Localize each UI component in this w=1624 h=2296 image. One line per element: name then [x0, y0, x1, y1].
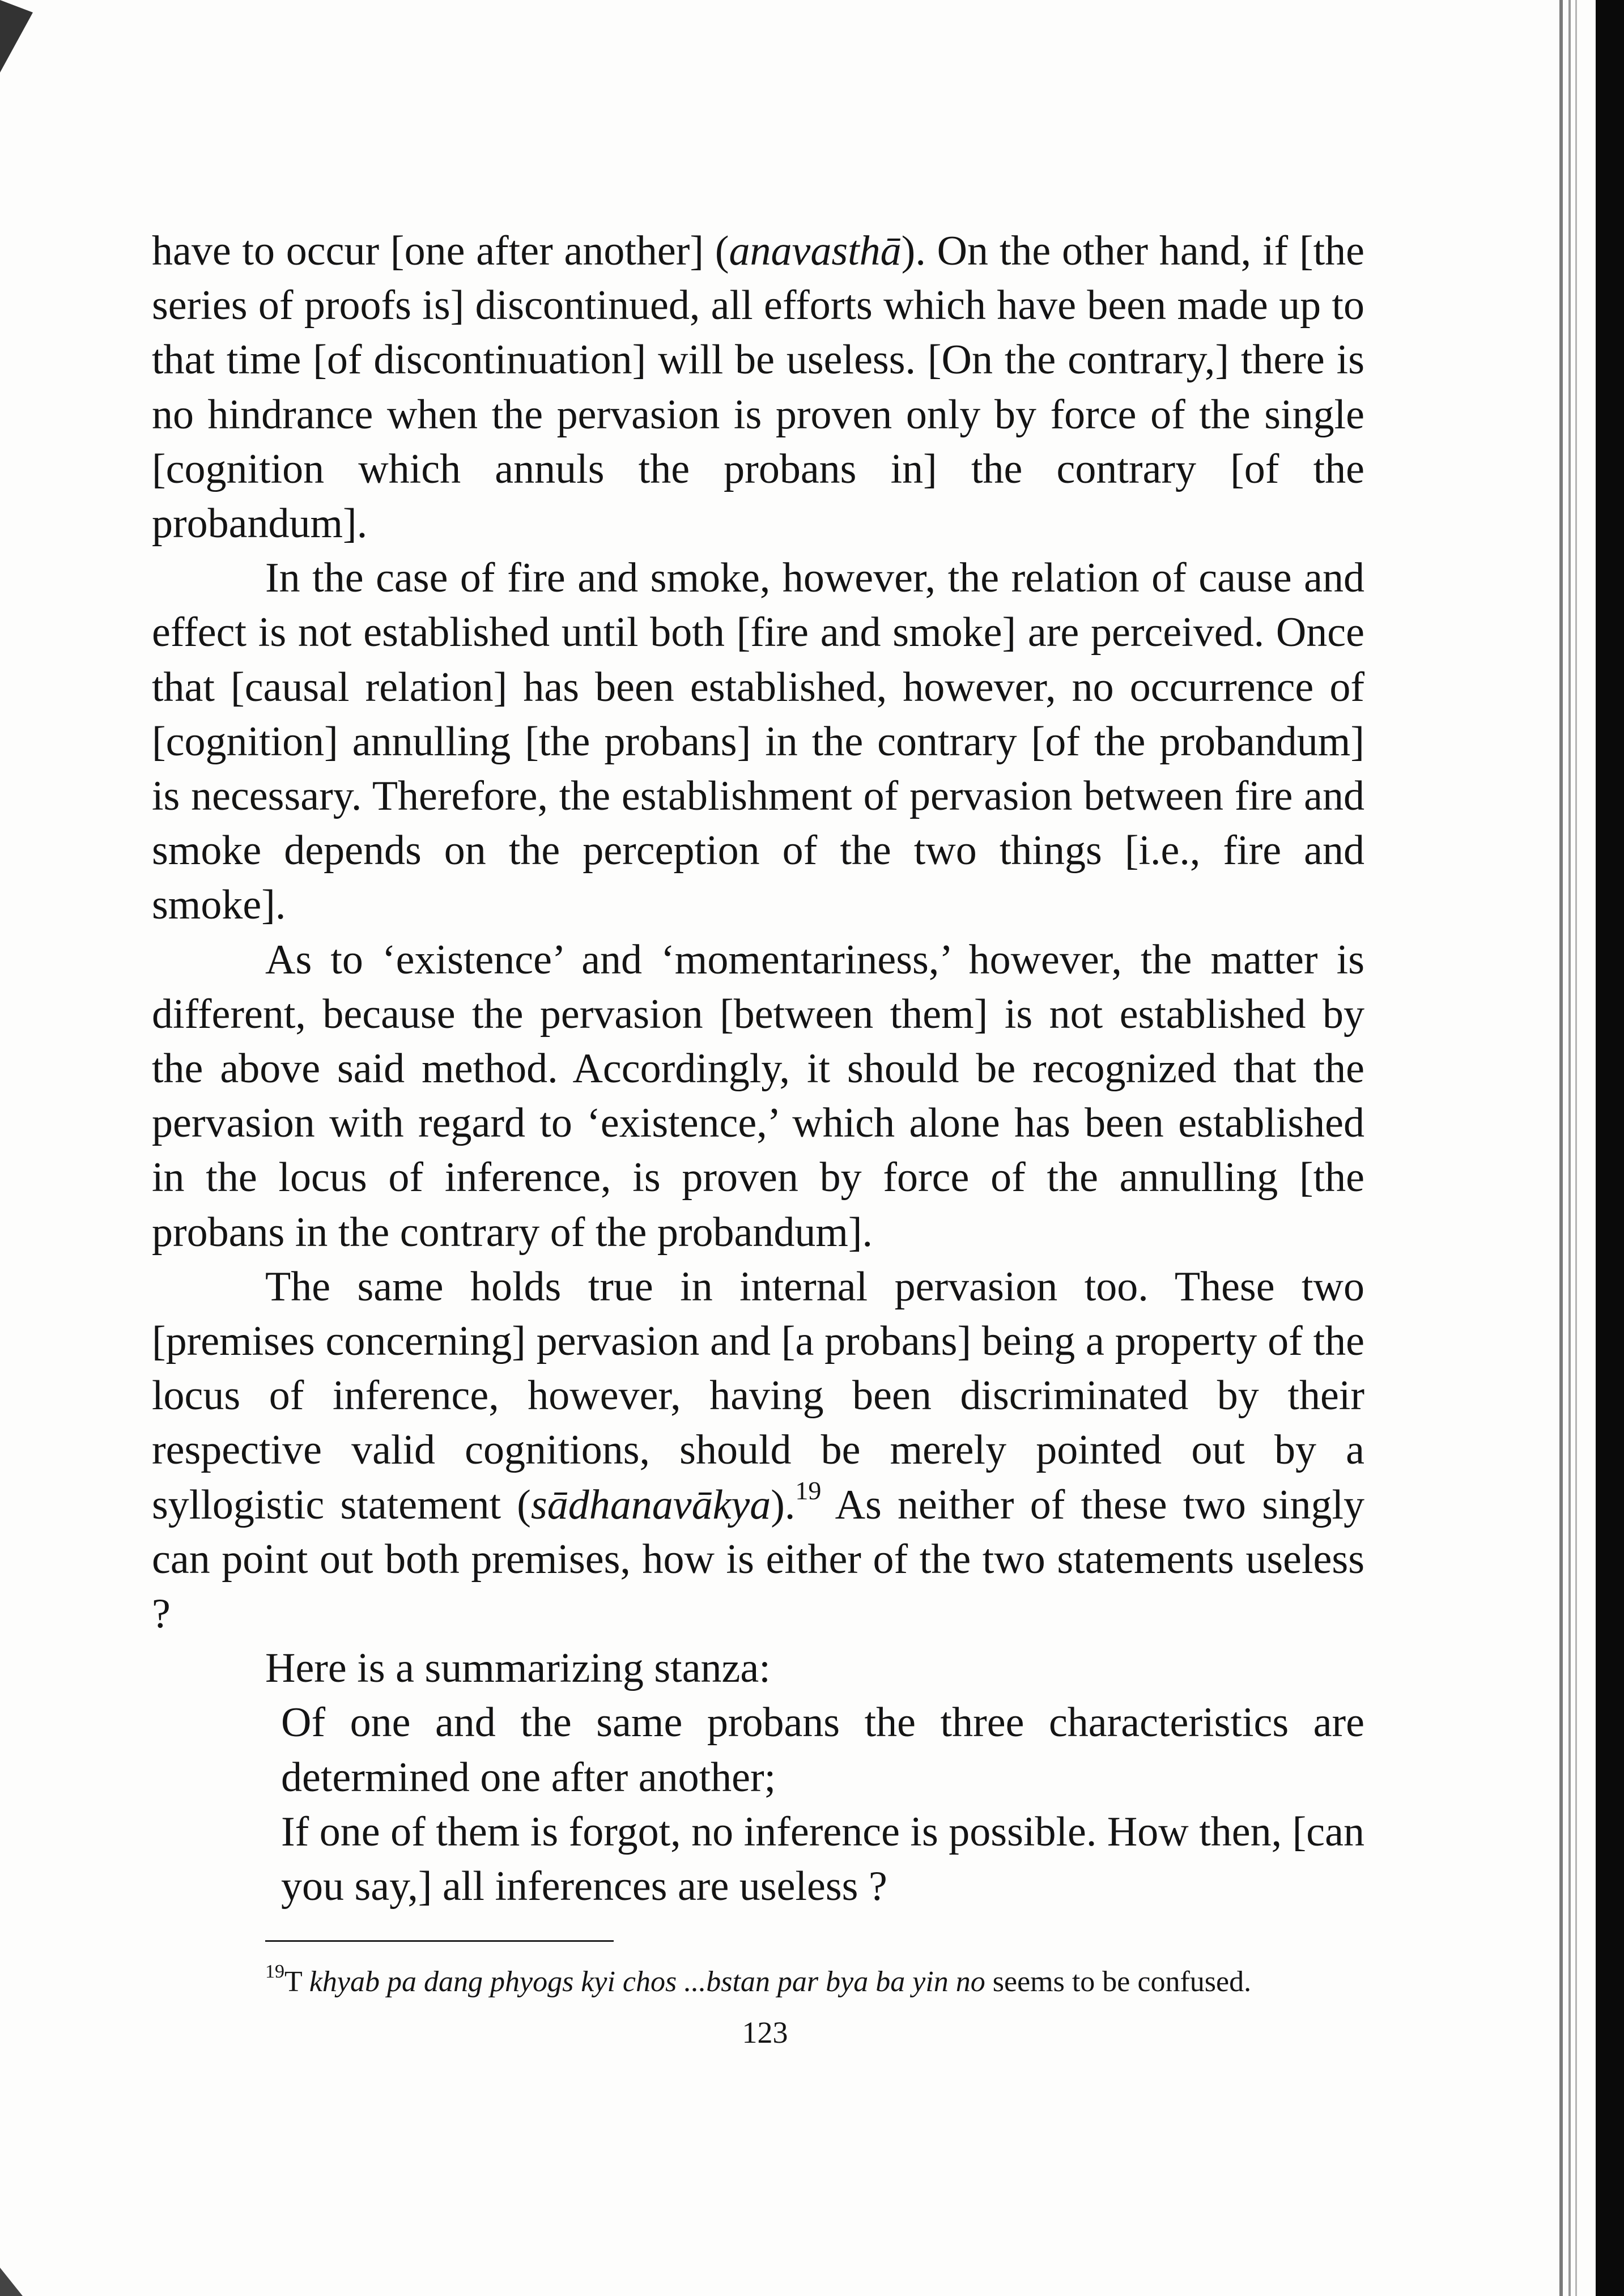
- verse-line: If one of them is forgot, no inference is possible. How then, [can you say,] all inferences are useless ?: [281, 1808, 1364, 1910]
- footnote-reference[interactable]: 19: [795, 1476, 822, 1506]
- stanza-intro: Here is a summarizing stanza:: [265, 1645, 771, 1692]
- paragraph: As to ‘existence’ and ‘momentariness,’ however, the matter is different, because the pervasion [between them] is not established by the above said method. Accordingly, it should be recognized that the pervasion with regard to ‘existence,’ which alone has been established in the locus of inference, is proven by force of the annulling [the probans in the contrary of the probandum].: [152, 936, 1364, 1256]
- scan-bottom-shadow: [0, 2256, 34, 2296]
- paragraph: have to occur [one after another] (anavasthā). On the other hand, if [the series of proofs is] discontinued, all efforts which have been made up to that time [of discontinuation] will be useless. [On the contrary,] there is no hindrance when the pervasion is proven only by force of the single [cognition which annuls the probans in] the contrary [of the probandum].: [152, 228, 1364, 547]
- footnote-divider: [265, 1940, 614, 1942]
- paragraph: The same holds true in internal pervasion too. These two [premises concerning] pervasion and [a probans] being a property of the locus of inference, however, having been discriminated by their respective valid cognitions, should be merely pointed out by a syllogistic statement (sādhanavākya).$^{19}$ As neither of these two singly can point out both premises, how is either of the two statements useless ?: [152, 1263, 1365, 1638]
- footnote: [265, 1961, 1364, 2000]
- main-text: [152, 224, 1364, 1914]
- footnote-tibetan-text: khyab pa dang phyogs kyi chos ...bstan par bya ba yin no: [309, 1966, 985, 1998]
- verse-line: Of one and the same probans the three characteristics are determined one after another;: [281, 1699, 1364, 1801]
- paragraph: In the case of fire and smoke, however, the relation of cause and effect is not established until both [fire and smoke] are perceived. Once that [causal relation] has been established, however, no occurrence of [cognition] annulling [the probans] in the contrary [of the probandum] is necessary. Therefore, the establishment of pervasion between fire and smoke depends on the perception of the two things [i.e., fire and smoke].: [152, 555, 1364, 929]
- scan-corner-shadow: [0, 0, 40, 74]
- footnote-marker: 19: [265, 1961, 284, 1982]
- page-number: 123: [742, 2016, 788, 2050]
- scan-right-edge: [1556, 0, 1624, 2296]
- footnote-comment: seems to be confused.: [985, 1966, 1252, 1998]
- footnote-prefix: T: [284, 1966, 309, 1998]
